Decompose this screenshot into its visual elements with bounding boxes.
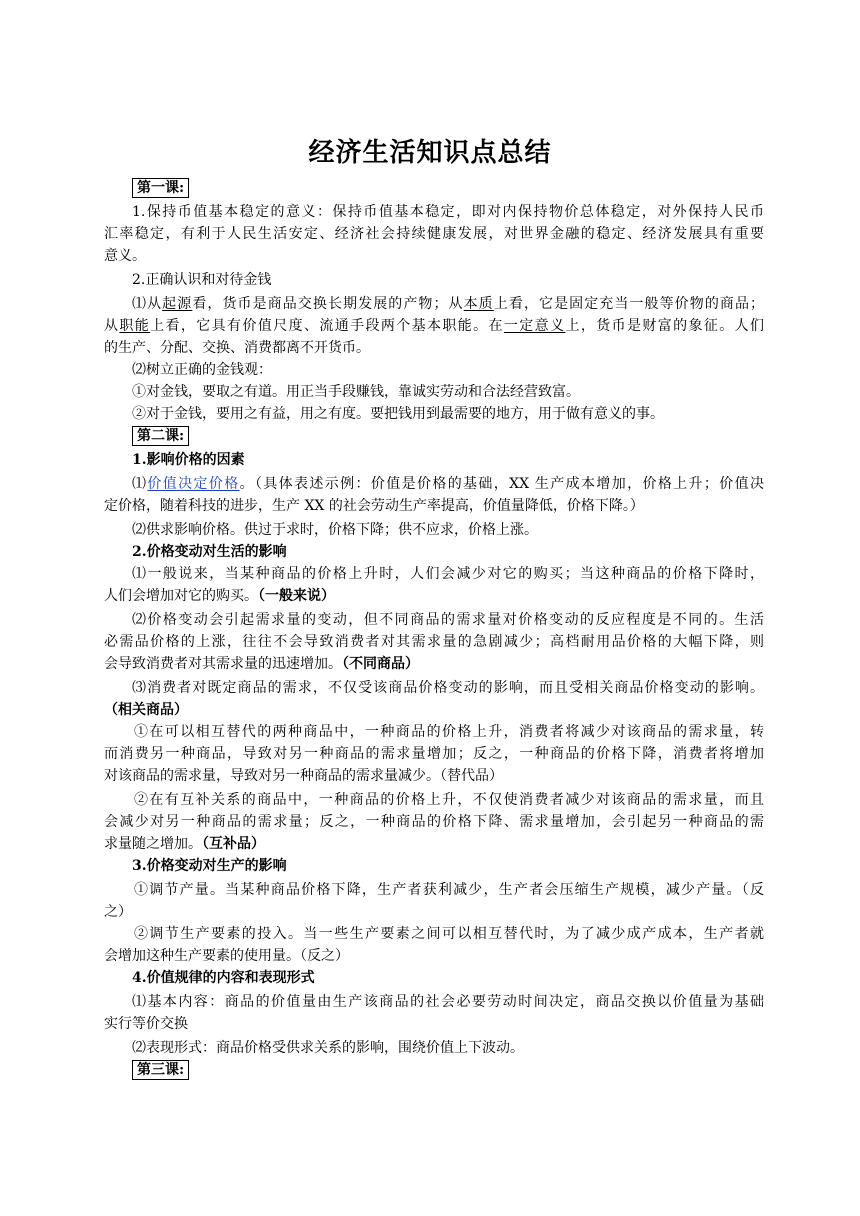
paragraph-line: 定价格，随着科技的进步，生产 XX 的社会劳动生产率提高，价值量降低，价格下降。） [104, 498, 644, 514]
section-heading: 2.正确认识和对待金钱 [132, 272, 272, 288]
bold-note: （不同商品） [342, 656, 419, 672]
paragraph-line: 汇率稳定，有利于人民生活安定、经济社会持续健康发展，对世界金融的稳定、经济发展具有重要 [104, 226, 764, 242]
paragraph-line [104, 832, 764, 856]
bold-note: （互补品） [202, 836, 265, 852]
text-span: 。（具体表述示例：价值是价格的基础，XX 生产成本增加，价格上升；价值决 [239, 476, 764, 492]
paragraph-line: 的生产、分配、交换、消费都离不开货币。 [104, 340, 370, 356]
paragraph-line [132, 292, 764, 316]
underlined-term: 职能 [119, 318, 151, 334]
paragraph-line: 对该商品的需求量，导致对另一种商品的需求量减少。（替代品） [104, 768, 503, 784]
paragraph-line: 会减少对另一种商品的需求量；反之，一种商品的价格下降、需求量增加，会引起另一种商品的需 [104, 814, 764, 830]
paragraph-line: ①调节产量。当某种商品价格下降，生产者获利减少，生产者会压缩生产规模，减少产量。（反 [134, 882, 764, 898]
lesson-3-heading: 第三课: [132, 1060, 189, 1080]
paragraph-line: ⑴基本内容：商品的价值量由生产该商品的社会必要劳动时间决定，商品交换以价值量为基础 [132, 994, 764, 1010]
text-span: ⑴ [132, 476, 148, 492]
bold-note: （相关商品） [104, 702, 188, 718]
bold-note: （一般来说） [258, 588, 335, 604]
section-heading: 1.影响价格的因素 [132, 452, 245, 468]
paragraph-line [104, 314, 764, 338]
paragraph-line: ①在可以相互替代的两种商品中，一种商品的价格上升，消费者将减少对该商品的需求量，转 [134, 724, 764, 740]
paragraph-line: 会增加这种生产要素的使用量。（反之） [104, 948, 349, 964]
text-span: 上，货币是财富的象征。人们 [565, 318, 764, 334]
paragraph-line [132, 472, 764, 496]
text-span: 人们会增加对它的购买。 [104, 588, 258, 604]
underlined-term: 本质 [463, 296, 494, 312]
section-heading: 3.价格变动对生产的影响 [132, 858, 287, 874]
text-span: 会导致消费者对其需求量的迅速增加。 [104, 656, 342, 672]
paragraph-line: ②调节生产要素的投入。当一些生产要素之间可以相互替代时，为了减少成产成本，生产者就 [134, 926, 764, 942]
text-span: ⑴从 [132, 296, 163, 312]
paragraph-line: ①对金钱，要取之有道。用正当手段赚钱，靠诚实劳动和合法经营致富。 [132, 384, 580, 400]
lesson-2-heading: 第二课: [132, 426, 189, 446]
paragraph-line: 必需品价格的上涨，往往不会导致消费者对其需求量的急剧减少；高档耐用品价格的大幅下降，则 [104, 634, 764, 650]
paragraph-line: 而消费另一种商品，导致对另一种商品的需求量增加；反之，一种商品的价格下降，消费者将增加 [104, 746, 764, 762]
underlined-term: 起源 [162, 296, 193, 312]
paragraph-line: 1.保持币值基本稳定的意义：保持币值基本稳定，即对内保持物价总体稳定，对外保持人民币 [132, 204, 764, 220]
paragraph-line: ⑵价格变动会引起需求量的变动，但不同商品的需求量对价格变动的反应程度是不同的。生活 [132, 612, 764, 628]
paragraph-line: 之） [104, 904, 132, 920]
paragraph-line: 实行等价交换 [104, 1016, 188, 1032]
paragraph-line [104, 652, 764, 676]
text-span: 从 [104, 318, 120, 334]
paragraph-line: ⑵表现形式：商品价格受供求关系的影响，围绕价值上下波动。 [132, 1040, 524, 1056]
text-span: 上看，它具有价值尺度、流通手段两个基本职能。在 [150, 318, 504, 334]
section-heading: 2.价格变动对生活的影响 [132, 544, 287, 560]
paragraph-line [104, 584, 764, 608]
text-span: 看，货币是商品交换长期发展的产物；从 [192, 296, 464, 312]
paragraph-line: ⑵供求影响价格。供过于求时，价格下降；供不应求，价格上涨。 [132, 522, 538, 538]
value-determines-price-link[interactable]: 价值决定价格 [147, 476, 240, 492]
lesson-1-heading: 第一课: [132, 178, 189, 198]
underlined-term: 一定意义 [503, 318, 566, 334]
paragraph-line: 意义。 [104, 248, 146, 264]
section-heading: 4.价值规律的内容和表现形式 [132, 970, 315, 986]
document-title: 经济生活知识点总结 [308, 138, 552, 168]
paragraph-line: ②在有互补关系的商品中，一种商品的价格上升，不仅使消费者减少对该商品的需求量，而且 [134, 792, 764, 808]
text-span: 上看，它是固定充当一般等价物的商品； [493, 296, 764, 312]
paragraph-line: ⑴一般说来，当某种商品的价格上升时，人们会减少对它的购买；当这种商品的价格下降时， [132, 566, 764, 582]
paragraph-line: ⑵树立正确的金钱观： [132, 362, 272, 378]
paragraph-line: ②对于金钱，要用之有益，用之有度。要把钱用到最需要的地方，用于做有意义的事。 [132, 406, 664, 422]
paragraph-line: ⑶消费者对既定商品的需求，不仅受该商品价格变动的影响，而且受相关商品价格变动的影响。 [132, 680, 764, 696]
text-span: 求量随之增加。 [104, 836, 202, 852]
